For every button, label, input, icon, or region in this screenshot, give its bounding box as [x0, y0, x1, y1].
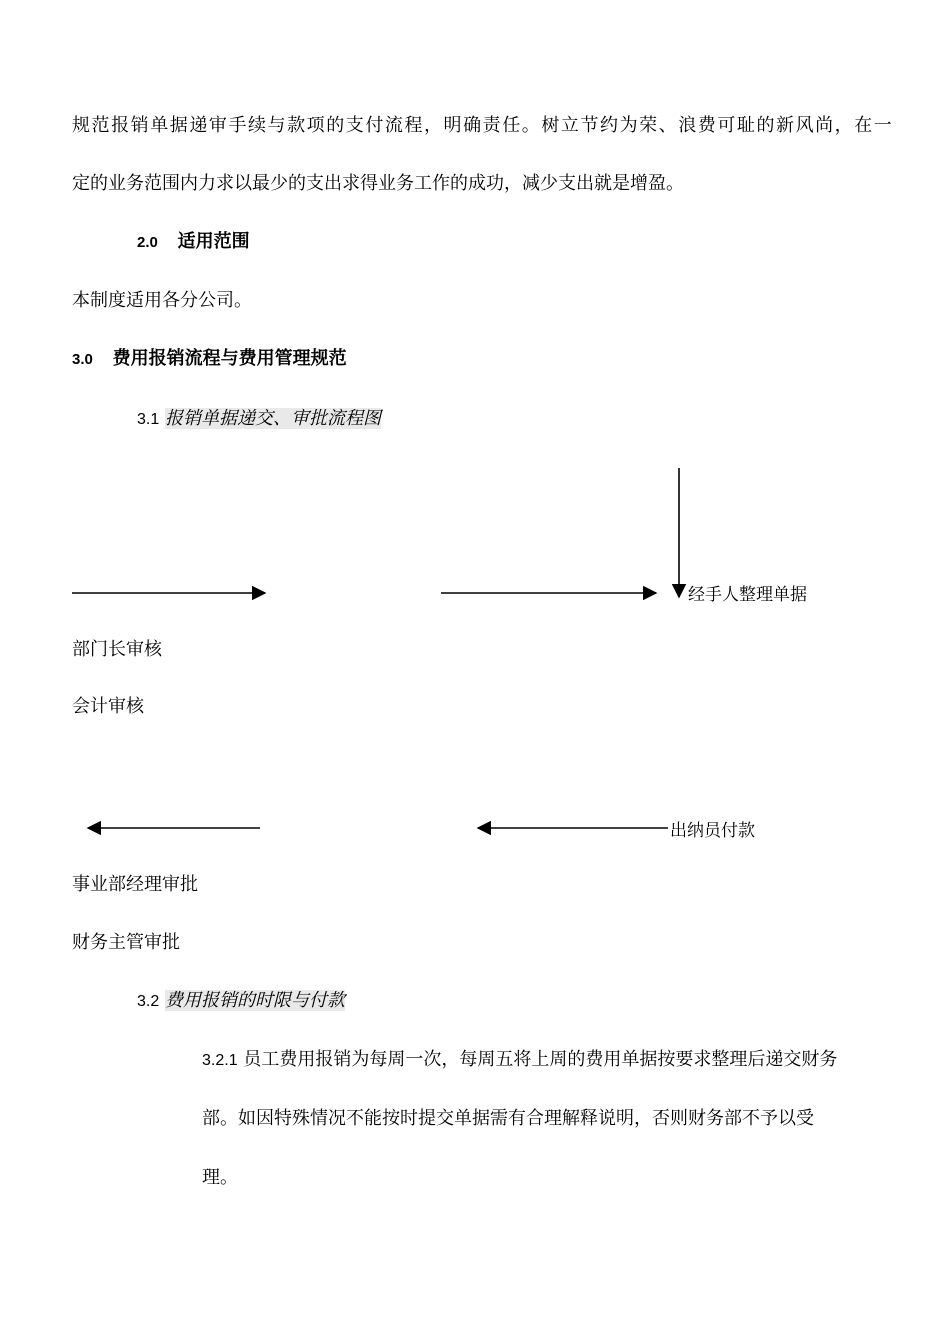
section-2-title: 适用范围 [177, 231, 250, 252]
item-3-2-1-line-1 [202, 1048, 837, 1073]
section-2-body: 本制度适用各分公司。 [72, 290, 252, 311]
flow-step-1: 经手人整理单据 [688, 585, 807, 605]
sub-3-2-number: 3.2 [137, 993, 160, 1010]
flow-step-5: 事业部经理审批 [72, 874, 198, 895]
sub-3-1-number: 3.1 [137, 411, 160, 428]
item-3-2-1-text-1: 员工费用报销为每周一次，每周五将上周的费用单据按要求整理后递交财务 [243, 1049, 838, 1070]
item-3-2-1-line-2: 部。如因特殊情况不能按时提交单据需有合理解释说明，否则财务部不予以受 [202, 1108, 814, 1129]
intro-line-2: 定的业务范围内力求以最少的支出求得业务工作的成功，减少支出就是增盈。 [72, 173, 684, 194]
sub-3-1-title: 报销单据递交、审批流程图 [164, 408, 381, 429]
item-3-2-1-line-3: 理。 [202, 1167, 238, 1188]
sub-3-2-title: 费用报销的时限与付款 [164, 990, 345, 1011]
item-3-2-1-number: 3.2.1 [202, 1052, 238, 1069]
flow-step-3: 会计审核 [72, 696, 144, 717]
section-3-number: 3.0 [72, 351, 93, 368]
flow-step-4: 出纳员付款 [670, 821, 755, 841]
flow-step-2: 部门长审核 [72, 639, 162, 660]
sub-3-2-heading [137, 989, 345, 1014]
flow-step-6: 财务主管审批 [72, 932, 180, 953]
intro-line-1: 规范报销单据递审手续与款项的支付流程，明确责任。树立节约为荣、浪费可耻的新风尚，在一 [72, 115, 892, 136]
section-2-number: 2.0 [137, 234, 158, 251]
section-3-title: 费用报销流程与费用管理规范 [112, 348, 347, 369]
